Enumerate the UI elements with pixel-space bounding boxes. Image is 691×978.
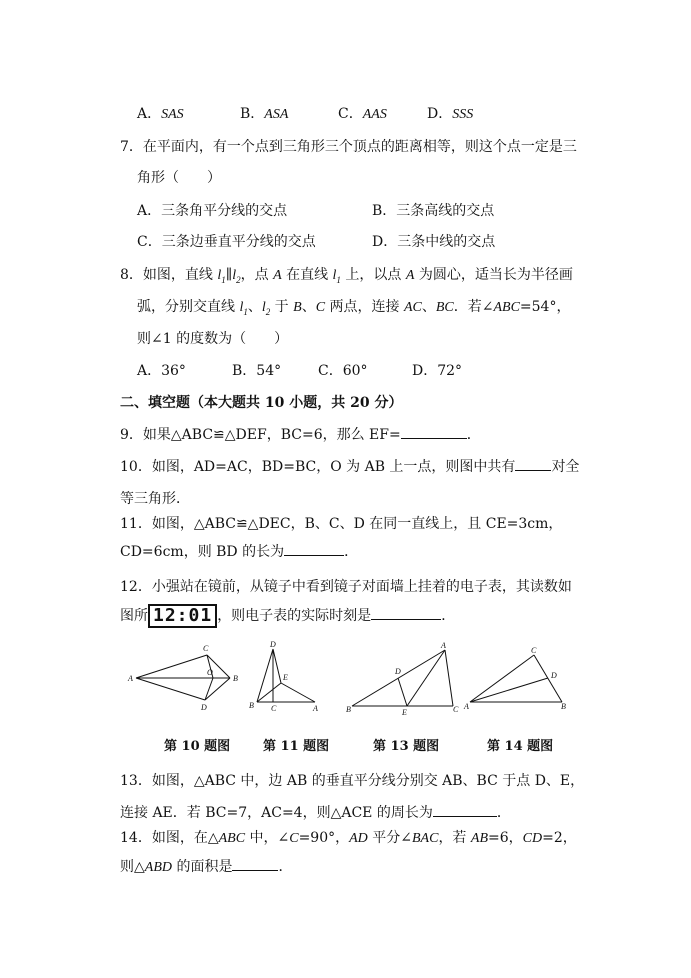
q7-stem-line1: 7．在平面内，有一个点到三角形三个顶点的距离相等，则这个点一定是三 — [120, 139, 577, 155]
q12-answer-blank — [371, 605, 441, 620]
fig13-label-b: B — [346, 705, 351, 714]
q13-answer-blank — [433, 802, 497, 817]
figure-10 — [125, 640, 255, 720]
q13-line2: 连接 AE．若 BC=7，AC=4，则△ACE 的周长为 ． — [120, 802, 511, 822]
q11-answer-blank — [284, 541, 344, 556]
figure-11-caption: 第 11 题图 — [263, 739, 330, 754]
section-heading: 二、填空题（本大题共 10 小题，共 20 分） — [120, 395, 403, 411]
q8-option-a: A．36° — [137, 363, 186, 379]
fig13-label-a: A — [441, 641, 446, 650]
fig10-label-b: B — [233, 674, 238, 683]
q14-line1: 14．如图，在△ABC 中，∠C=90°，AD 平分∠BAC，若 AB=6，CD=2， — [120, 830, 577, 846]
q6-option-a: A．SAS — [137, 106, 184, 122]
figure-14-caption: 第 14 题图 — [487, 739, 554, 754]
fig10-label-c: C — [203, 644, 209, 653]
q14-line2: 则△ABD 的面积是 ． — [120, 856, 292, 876]
fig10-label-a: A — [128, 674, 133, 683]
q14-answer-blank — [232, 856, 278, 871]
q11-line1: 11．如图，△ABC≌△DEC，B、C、D 在同一直线上，且 CE=3cm， — [120, 516, 563, 532]
figure-10-caption: 第 10 题图 — [164, 739, 231, 754]
q8-stem-line3: 则∠1 的度数为（ ） — [137, 331, 289, 347]
q8-stem-line1: 8．如图，直线 $l_1\parallel l_2$，点 A 在直线 $l_1$ 上，以点 A 为圆心，适当长为半径画 — [120, 267, 573, 285]
fig11-label-a: A — [313, 704, 318, 713]
q8-option-c: C．60° — [318, 363, 368, 379]
q7-option-d: D．三条中线的交点 — [372, 234, 496, 250]
q7-option-a: A．三条角平分线的交点 — [137, 203, 288, 219]
q12-line2: 图所 12:01 ，则电子表的实际时刻是 ． — [120, 605, 456, 626]
figure-11 — [247, 640, 337, 720]
q11-line2: CD=6cm，则 BD 的长为 ． — [120, 541, 358, 561]
q10-line1: 10．如图，AD=AC，BD=BC，O 为 AB 上一点，则图中共有 对全 — [120, 456, 579, 476]
figure-14 — [462, 640, 578, 720]
q9: 9．如果△ABC≌△DEF，BC=6，那么 EF= ． — [120, 424, 481, 444]
fig13-label-e: E — [402, 708, 407, 717]
fig10-label-o: O — [207, 668, 213, 677]
mirror-clock-image: 12:01 — [148, 604, 217, 628]
q7-option-b: B．三条高线的交点 — [372, 203, 495, 219]
q7-stem-line2: 角形（ ） — [137, 170, 221, 186]
fig14-label-d: D — [551, 671, 557, 680]
q13-line1: 13．如图，△ABC 中，边 AB 的垂直平分线分别交 AB、BC 于点 D、E， — [120, 773, 585, 789]
q9-answer-blank — [401, 424, 467, 439]
fig13-label-c: C — [453, 705, 459, 714]
q10-answer-blank — [515, 456, 551, 471]
q10-line2: 等三角形． — [120, 491, 190, 507]
q8-stem-line2: 弧，分别交直线 $l_1$、$l_2$ 于 B、C 两点，连接 AC、BC．若∠ABC=54°， — [137, 299, 571, 317]
figure-13 — [344, 640, 464, 720]
q8-option-b: B．54° — [232, 363, 282, 379]
fig13-label-d: D — [395, 667, 401, 676]
fig11-label-b: B — [249, 701, 254, 710]
fig14-label-a: A — [464, 702, 469, 711]
fig11-label-c: C — [271, 704, 277, 713]
fig14-label-b: B — [561, 702, 566, 711]
q8-option-d: D．72° — [412, 363, 463, 379]
fig10-label-d: D — [201, 703, 207, 712]
q7-option-c: C．三条边垂直平分线的交点 — [137, 234, 316, 250]
fig11-label-d: D — [270, 640, 276, 649]
q6-option-d: D．SSS — [427, 106, 474, 122]
q6-option-b: B．ASA — [240, 106, 289, 122]
fig14-label-c: C — [531, 646, 537, 655]
q12-line1: 12．小强站在镜前，从镜子中看到镜子对面墙上挂着的电子表，其读数如 — [120, 579, 572, 595]
figure-13-caption: 第 13 题图 — [373, 739, 440, 754]
fig11-label-e: E — [283, 673, 288, 682]
q6-option-c: C．AAS — [338, 106, 387, 122]
